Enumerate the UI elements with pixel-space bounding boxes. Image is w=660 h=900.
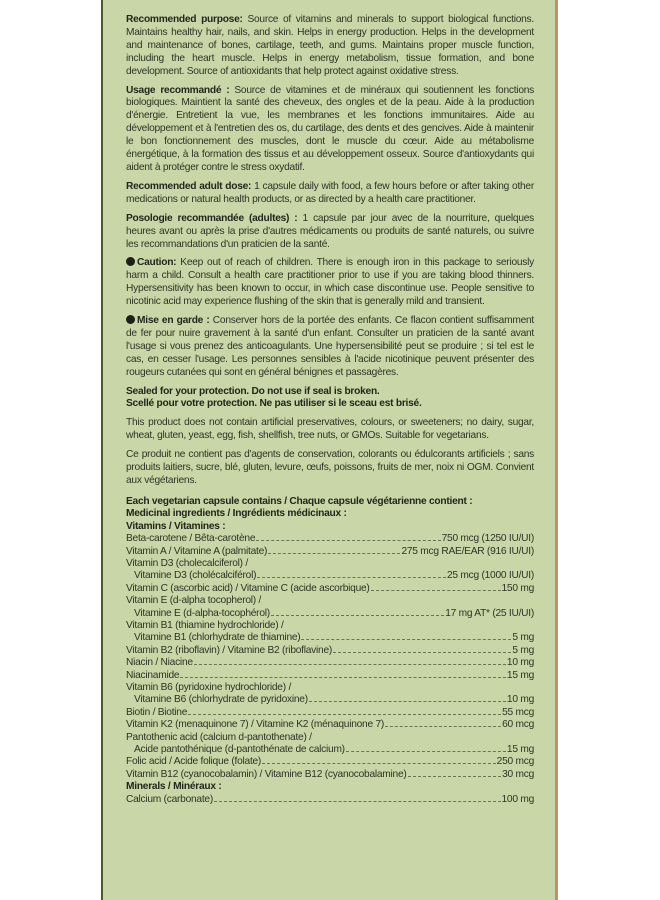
ingredient-name: Niacinamide	[126, 669, 180, 681]
mise-en-garde-text: Conserver hors de la portée des enfants. Ce flacon contient suffisamment de fer pour nuire gravement à la santé d'un enfant. Consulter un praticien de la santé avant l'usage si vous prenez des anticoagulants. Une hypersensibilité peut se produire ; si tel est le cas, en cesser l'usage. Les personnes sensibles à l'acide nicotinique peuvent présenter des rougeurs cutanées qui sont en général bénignes et passagères.	[126, 315, 534, 378]
recommended-purpose-fr	[126, 85, 534, 175]
ingredient-name-line: Vitamin B1 (thiamine hydrochloride) /	[126, 619, 284, 631]
posologie-text: 1 capsule par jour avec de la nourriture, quelques heures avant ou après la prise d'autres médicaments ou produits de santé naturels, ou suivre les recommandations d'un praticien de la santé.	[126, 212, 534, 250]
recommended-purpose-text: Source of vitamins and minerals to support biological functions. Maintains healthy hair, nails, and skin. Helps in energy production. Helps in the development and maintenance of bones, cartilage, teeth, and gums. Maintains proper muscle function, including the heart muscle. Helps in energy metabolism, tissue formation, and bone development. Source of antioxidants that help protect against oxidative stress.	[126, 14, 534, 77]
adult-dose-fr	[126, 213, 534, 252]
ingredient-amount: 250 mcg	[496, 756, 534, 768]
dot-leader	[214, 801, 501, 802]
ingredient-amount: 15 mg	[506, 669, 534, 681]
ingredient-name: Vitamine B1 (chlorhydrate de thiamine)	[134, 632, 301, 644]
ingredients-section	[126, 496, 534, 806]
ingredient-amount: 30 mcg	[502, 768, 534, 780]
ingredient-name: Vitamin C (ascorbic acid) / Vitamine C (acide ascorbique)	[126, 582, 370, 594]
ingredient-amount: 10 mg	[506, 657, 534, 669]
dot-leader	[180, 677, 506, 678]
ingredient-row	[126, 756, 534, 768]
free-from-en: This product does not contain artificial preservatives, colours, or sweeteners; no dairy, sugar, wheat, gluten, yeast, egg, fish, shellfish, tree nuts, or GMOs. Suitable for vegetarians.	[126, 417, 534, 442]
seal-notice-fr: Scellé pour votre protection. Ne pas utiliser si le sceau est brisé.	[126, 398, 422, 410]
recommended-purpose-en	[126, 14, 534, 79]
ingredient-name: Vitamin A / Vitamine A (palmitate)	[126, 545, 268, 557]
ingredient-name: Vitamine D3 (cholécalciférol)	[134, 570, 257, 582]
dot-leader	[408, 776, 502, 777]
adult-dose-en	[126, 181, 534, 207]
medicinal-heading: Medicinal ingredients / Ingrédients médicinaux :	[126, 508, 347, 520]
dot-leader	[262, 763, 496, 764]
ingredient-name: Vitamine E (d-alpha-tocophérol)	[134, 607, 270, 619]
dot-leader	[346, 751, 506, 752]
dot-leader	[333, 652, 511, 653]
ingredient-name: Vitamin B2 (riboflavin) / Vitamine B2 (riboflavine)	[126, 644, 332, 656]
ingredient-row	[126, 583, 534, 595]
adult-dose-text: 1 capsule daily with food, a few hours before or after taking other medications or natural health products, or as directed by a health care practitioner.	[126, 180, 534, 205]
ingredient-amount: 100 mg	[501, 793, 534, 805]
ingredient-amount: 5 mg	[512, 632, 534, 644]
ingredient-name-line: Vitamin D3 (cholecalciferol) /	[126, 557, 248, 569]
ingredient-amount: 55 mcg	[502, 706, 534, 718]
ingredient-row	[126, 794, 534, 806]
dot-leader	[268, 553, 400, 554]
ingredient-row	[126, 694, 534, 706]
ingredient-amount: 10 mg	[506, 694, 534, 706]
dot-leader	[271, 615, 444, 616]
ingredient-row	[126, 546, 534, 558]
dot-leader	[301, 639, 511, 640]
capsule-heading: Each vegetarian capsule contains / Chaque capsule végétarienne contient :	[126, 495, 473, 507]
ingredient-name: Biotin / Biotine	[126, 706, 188, 718]
seal-notice-en: Sealed for your protection. Do not use if seal is broken.	[126, 385, 380, 397]
caution-fr	[126, 315, 534, 380]
dot-leader	[309, 701, 506, 702]
ingredient-name: Beta-carotene / Bêta-carotène	[126, 533, 256, 545]
ingredient-name: Vitamine B6 (chlorhydrate de pyridoxine)	[134, 694, 308, 706]
ingredient-name-line: Vitamin E (d-alpha tocopherol) /	[126, 595, 262, 607]
ingredient-amount: 17 mg AT* (25 IU/UI)	[445, 607, 534, 619]
dot-leader	[257, 577, 446, 578]
ingredient-name-line: Vitamin B6 (pyridoxine hydrochloride) /	[126, 682, 292, 693]
ingredient-amount: 150 mg	[501, 582, 534, 594]
dot-leader	[371, 590, 501, 591]
ingredient-name: Niacin / Niacine	[126, 657, 193, 669]
ingredient-amount: 60 mcg	[502, 719, 534, 731]
dot-leader	[194, 664, 506, 665]
ingredient-name: Vitamin K2 (menaquinone 7) / Vitamine K2 (ménaquinone 7)	[126, 719, 385, 731]
ingredient-amount: 275 mcg RAE/EAR (916 IU/UI)	[401, 545, 534, 557]
ingredient-name: Calcium (carbonate)	[126, 793, 213, 805]
seal-notice	[126, 386, 534, 412]
ingredient-row	[126, 645, 534, 657]
ingredient-name: Vitamin B12 (cyanocobalamin) / Vitamine B12 (cyanocobalamine)	[126, 768, 407, 780]
vitamin-list	[126, 533, 534, 781]
ingredient-row	[126, 570, 534, 582]
posologie-label: Posologie recommandée (adultes) :	[126, 212, 298, 224]
ingredient-name: Acide pantothénique (d-pantothénate de calcium)	[134, 744, 345, 756]
ingredient-row	[126, 608, 534, 620]
caution-text: Keep out of reach of children. There is enough iron in this package to seriously harm a child. Consult a health care practitioner prior to use if you are taking blood thinners. Hypersensitivity has been known to occur, in which case discontinue use. People sensitive to nicotinic acid may experience flushing of the skin that is generally mild and transient.	[126, 257, 534, 308]
mise-en-garde-label: Mise en garde :	[137, 315, 210, 327]
free-from-fr: Ce produit ne contient pas d'agents de conservation, colorants ou édulcorants artificiels ; sans produits laitiers, sucre, blé, gluten, levure, œufs, poissons, fruits de mer, noix ni OGM. Convient aux végétariens.	[126, 449, 534, 486]
recommended-purpose-label: Recommended purpose:	[126, 14, 243, 25]
ingredient-name-line: Pantothenic acid (calcium d-pantothenate) /	[126, 731, 312, 743]
vitamins-heading: Vitamins / Vitamines :	[126, 520, 226, 532]
ingredient-row	[126, 632, 534, 644]
ingredient-row	[126, 657, 534, 669]
usage-recommande-text: Source de vitamines et de minéraux qui soutiennent les fonctions biologiques. Maintient la santé des cheveux, des ongles et de la peau. Aide à la production d'énergie. Entretient la vue, les membranes et les fonctions immunitaires. Aide au développement et à l'entretien des os, du cartilage, des dents et des gencives. Aide à maintenir le bon fonctionnement des muscles, dont le muscle du cœur. Aide au métabolisme énergétique, à la formation des tissus et au développement osseux. Source d'antioxydants qui aident à protéger contre le stress oxydatif.	[126, 84, 534, 173]
adult-dose-label: Recommended adult dose:	[126, 180, 252, 192]
ingredient-row	[126, 670, 534, 682]
dot-leader	[385, 726, 501, 727]
ingredient-row	[126, 719, 534, 731]
dot-leader	[256, 540, 440, 541]
caution-bullet-icon	[126, 257, 135, 266]
minerals-heading: Minerals / Minéraux :	[126, 781, 222, 793]
mineral-list	[126, 794, 534, 806]
ingredient-row	[126, 533, 534, 545]
product-label-panel	[101, 0, 558, 900]
mise-en-garde-bullet-icon	[126, 315, 135, 324]
ingredient-row	[126, 769, 534, 781]
caution-label: Caution:	[137, 257, 177, 269]
ingredient-amount: 25 mcg (1000 IU/UI)	[447, 570, 534, 582]
ingredient-row	[126, 707, 534, 719]
ingredient-amount: 750 mcg (1250 IU/UI)	[441, 533, 534, 545]
usage-recommande-label: Usage recommandé :	[126, 84, 230, 96]
dot-leader	[188, 714, 501, 715]
ingredient-row	[126, 744, 534, 756]
ingredient-name: Folic acid / Acide folique (folate)	[126, 756, 262, 768]
ingredient-amount: 15 mg	[506, 744, 534, 756]
ingredient-amount: 5 mg	[512, 644, 534, 656]
caution-en	[126, 257, 534, 309]
